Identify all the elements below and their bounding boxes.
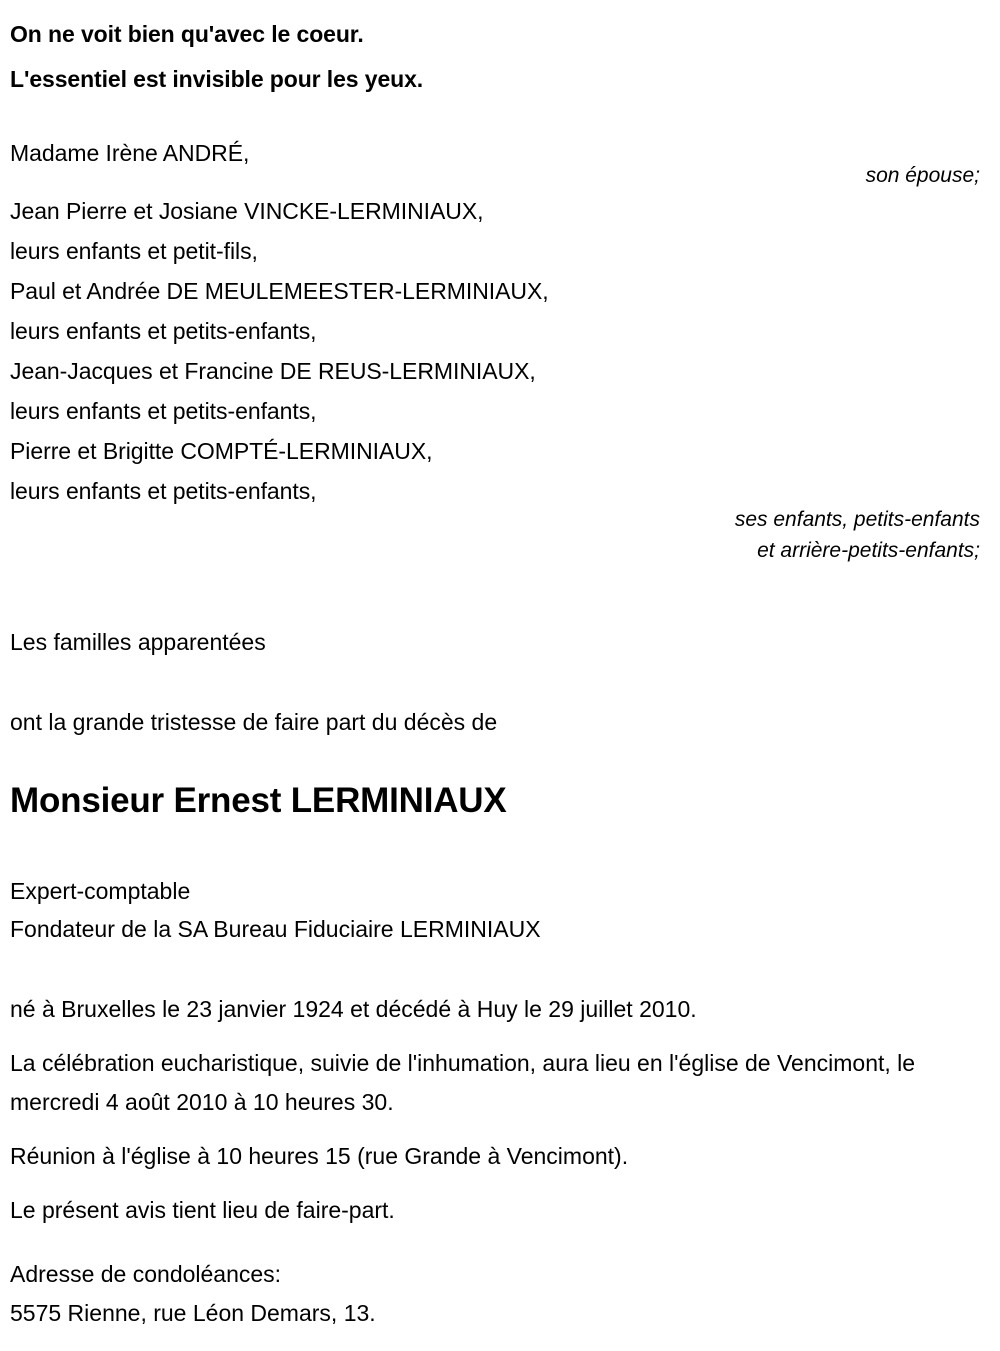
gathering-line: Réunion à l'église à 10 heures 15 (rue Grande à Vencimont). <box>10 1143 629 1169</box>
notice-line: Le présent avis tient lieu de faire-part. <box>10 1197 395 1223</box>
condolences-address: 5575 Rienne, rue Léon Demars, 13. <box>10 1300 376 1326</box>
details-block <box>10 990 978 1230</box>
survivors-block <box>10 133 990 562</box>
epigraph <box>10 12 970 102</box>
family-line: Paul et Andrée DE MEULEMEESTER-LERMINIAUX, <box>10 278 549 304</box>
related-families: Les familles apparentées <box>10 629 266 655</box>
spouse-relation: son épouse; <box>865 164 980 187</box>
family-line: leurs enfants et petits-enfants, <box>10 318 317 344</box>
announcement-lead-in: ont la grande tristesse de faire part du décès de <box>10 709 498 735</box>
deceased-title-line: Fondateur de la SA Bureau Fiduciaire LERMINIAUX <box>10 916 541 942</box>
families-relation: ses enfants, petits-enfants et arrière-petits-enfants; <box>734 508 980 562</box>
birth-death-line: né à Bruxelles le 23 janvier 1924 et décédé à Huy le 29 juillet 2010. <box>10 996 697 1022</box>
deceased-name: Monsieur Ernest LERMINIAUX <box>10 781 507 820</box>
family-line: leurs enfants et petit-fils, <box>10 238 258 264</box>
condolences-block <box>10 1255 970 1333</box>
spouse-name: Madame Irène ANDRÉ, <box>10 140 250 166</box>
epigraph-line-1: On ne voit bien qu'avec le coeur. <box>10 21 364 47</box>
condolences-label: Adresse de condoléances: <box>10 1261 282 1287</box>
family-line: leurs enfants et petits-enfants, <box>10 398 317 424</box>
ceremony-line: La célébration eucharistique, suivie de l'inhumation, aura lieu en l'église de Vencimont, le mercredi 4 août 2010 à 10 heures 30. <box>10 1050 916 1115</box>
family-line: Jean Pierre et Josiane VINCKE-LERMINIAUX, <box>10 198 484 224</box>
deceased-title-line: Expert-comptable <box>10 878 191 904</box>
family-line: Jean-Jacques et Francine DE REUS-LERMINIAUX, <box>10 358 536 384</box>
deceased-titles <box>10 872 970 948</box>
family-line: leurs enfants et petits-enfants, <box>10 478 317 504</box>
epigraph-line-2: L'essentiel est invisible pour les yeux. <box>10 66 424 92</box>
family-line: Pierre et Brigitte COMPTÉ-LERMINIAUX, <box>10 438 433 464</box>
